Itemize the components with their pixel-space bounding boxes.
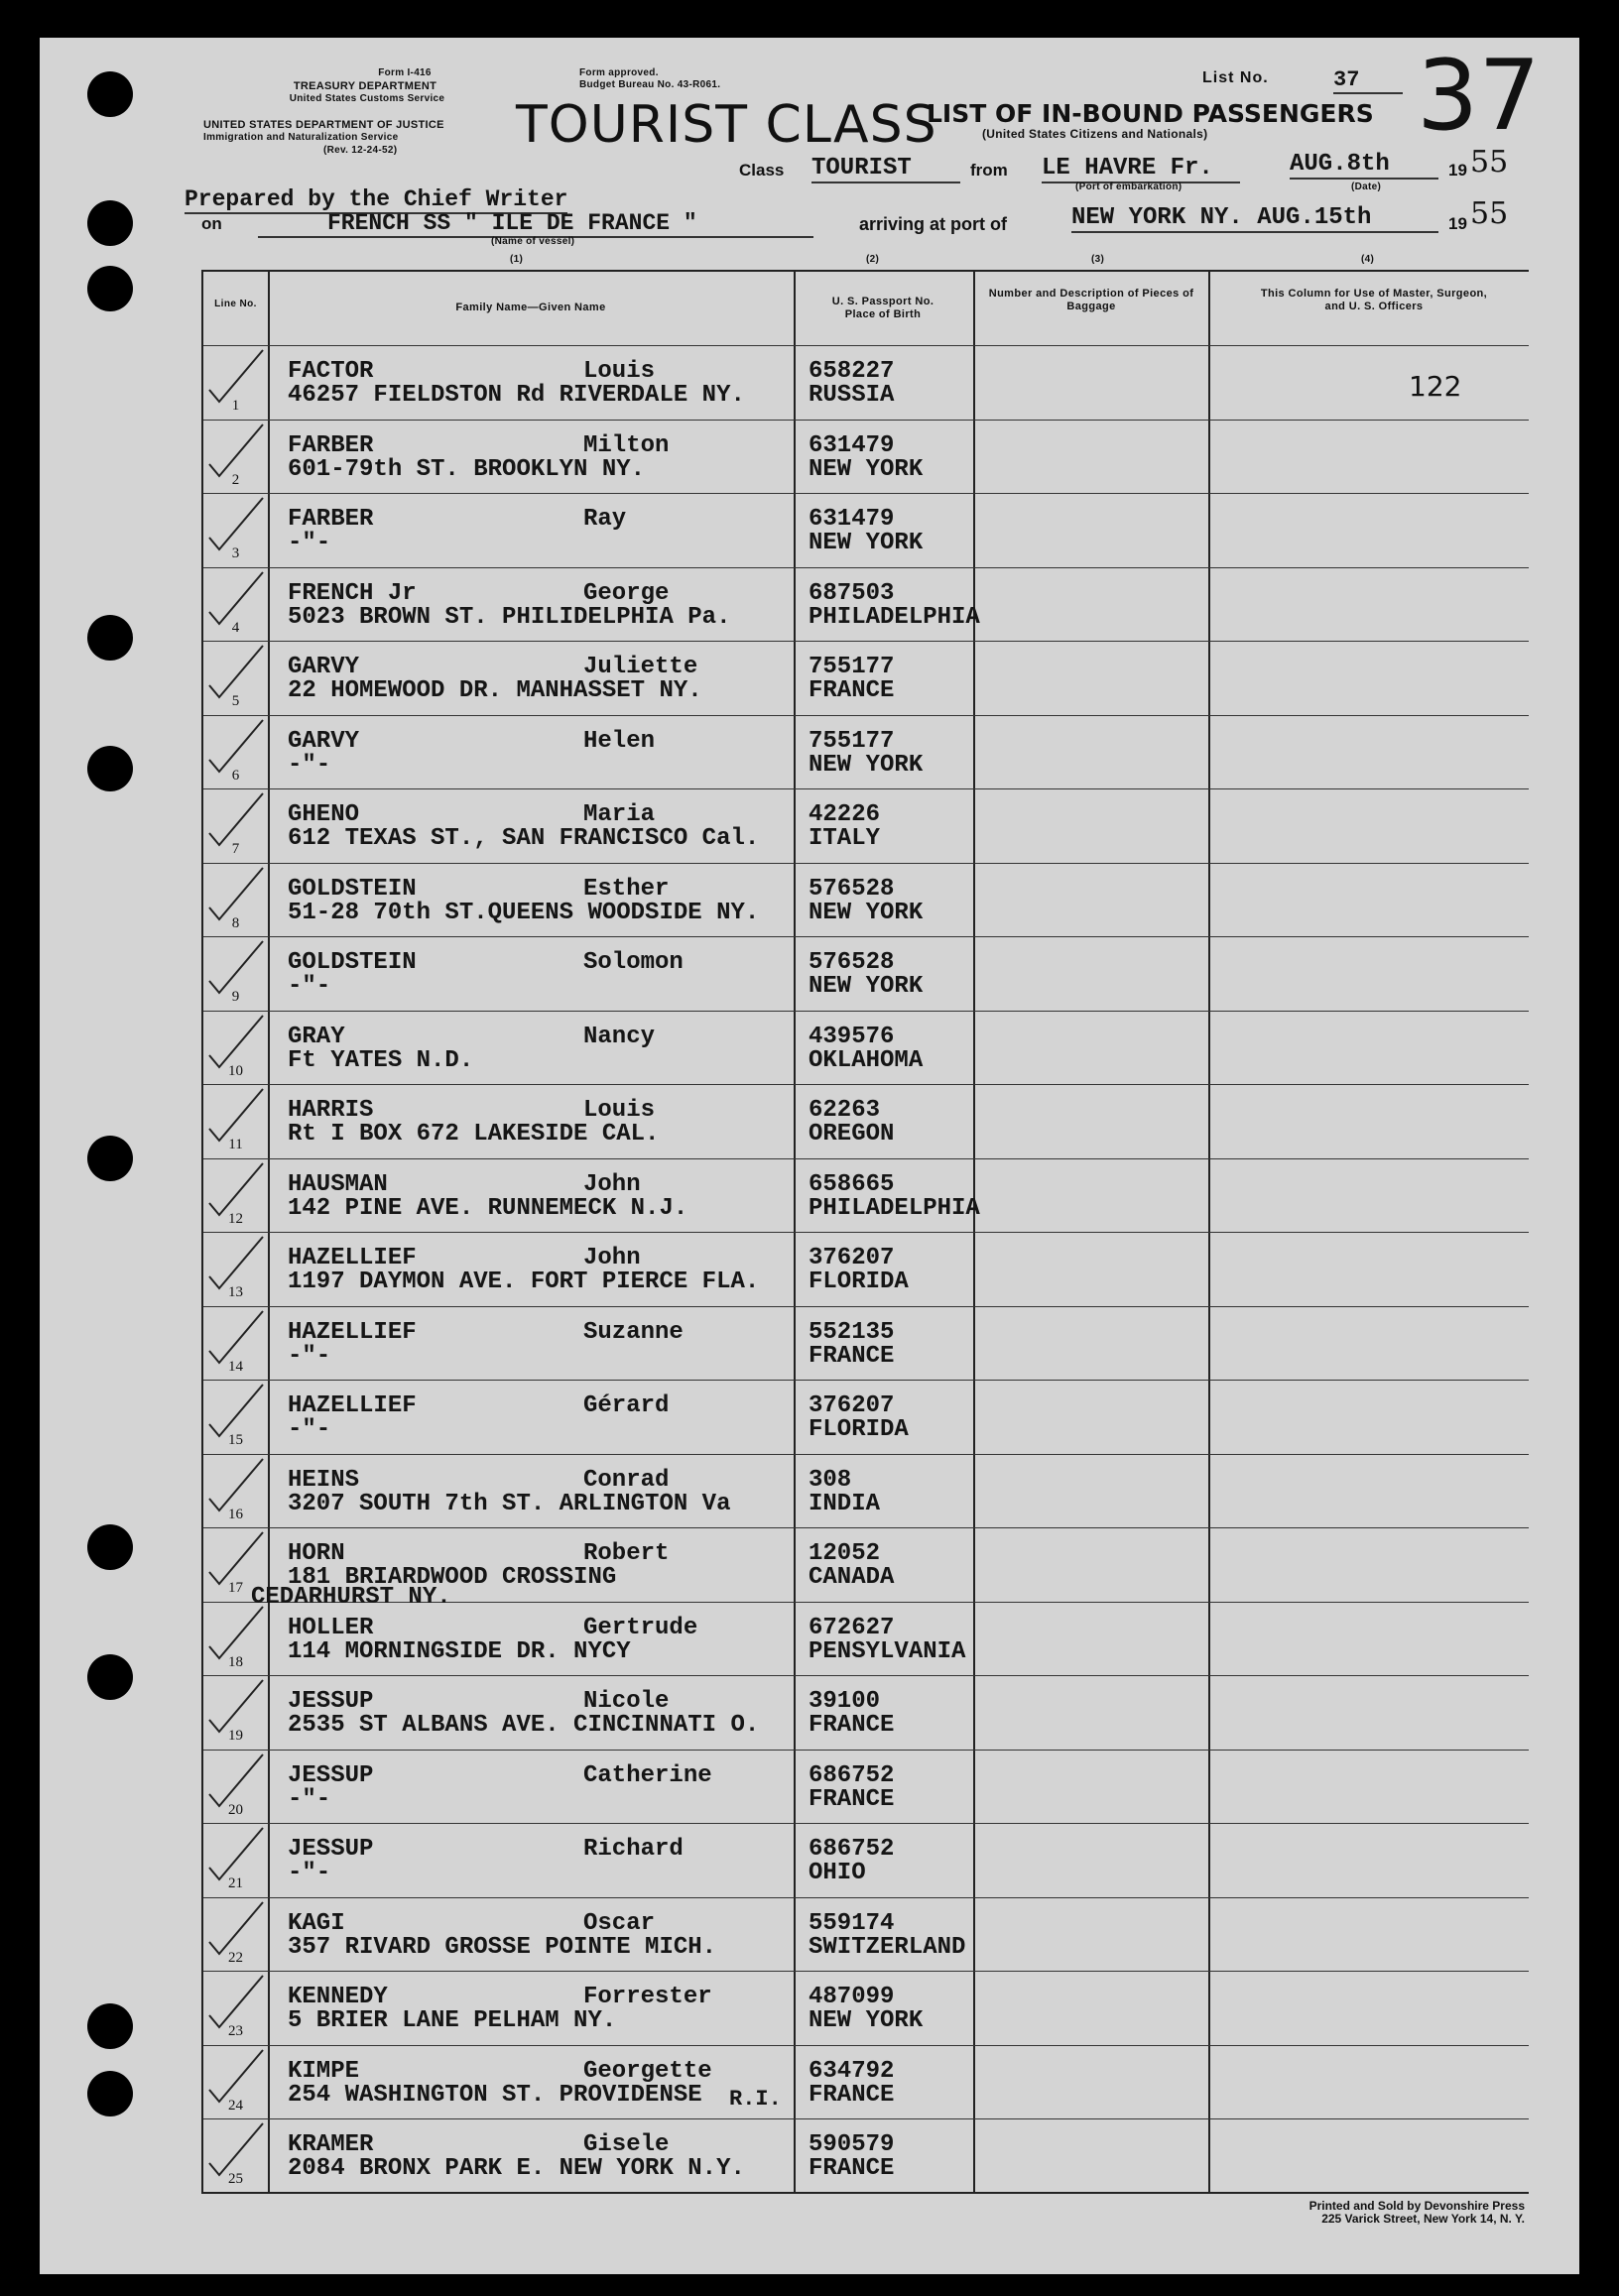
table-row — [203, 1602, 1529, 1677]
address: 612 TEXAS ST., SAN FRANCISCO Cal. — [288, 825, 760, 852]
place-of-birth: PENSYLVANIA — [809, 1637, 966, 1665]
table-row — [203, 493, 1529, 568]
given-name: Helen — [583, 727, 656, 755]
family-name: FARBER — [288, 431, 374, 459]
passport-number: 42226 — [809, 801, 881, 828]
check-mark-icon — [205, 1737, 265, 1811]
address: 357 RIVARD GROSSE POINTE MICH. — [288, 1933, 717, 1961]
passport-number: 376207 — [809, 1392, 895, 1419]
line-number: 23 — [228, 2023, 243, 2039]
header-baggage: Number and Description of Pieces of Baggage — [988, 288, 1194, 312]
table-row — [203, 1380, 1529, 1455]
col-num-1: (1) — [510, 254, 524, 265]
binder-hole — [87, 266, 133, 311]
check-mark-icon — [205, 702, 265, 777]
place-of-birth: FRANCE — [809, 2081, 895, 2109]
table-row — [203, 1306, 1529, 1382]
col-num-4: (4) — [1361, 254, 1375, 265]
binder-hole — [87, 1524, 133, 1570]
check-mark-icon — [205, 1514, 265, 1589]
table-row — [203, 1971, 1529, 2046]
address: -"- — [288, 1860, 331, 1886]
address: -"- — [288, 973, 331, 1000]
table-row — [203, 420, 1529, 495]
line-number: 21 — [228, 1875, 243, 1891]
given-name: Conrad — [583, 1466, 670, 1494]
check-mark-icon — [205, 1441, 265, 1515]
check-mark-icon — [205, 1958, 265, 2032]
address: 5 BRIER LANE PELHAM NY. — [288, 2007, 617, 2034]
check-mark-icon — [205, 998, 265, 1072]
address: 181 BRIARDWOOD CROSSING — [288, 1564, 617, 1591]
place-of-birth: NEW YORK — [809, 2007, 924, 2034]
printer-footer-1: Printed and Sold by Devonshire Press — [1308, 2199, 1525, 2213]
check-mark-icon — [205, 1146, 265, 1220]
line-number: 1 — [231, 398, 240, 414]
table-row — [203, 1823, 1529, 1898]
passport-number: 634792 — [809, 2057, 895, 2085]
table-row — [203, 345, 1529, 421]
binder-hole — [87, 615, 133, 661]
form-approved: Form approved. — [579, 67, 659, 78]
line-number: 13 — [228, 1284, 243, 1300]
place-of-birth: FRANCE — [809, 677, 895, 704]
check-mark-icon — [205, 1071, 265, 1146]
given-name: Gertrude — [583, 1614, 698, 1641]
given-name: Forrester — [583, 1984, 712, 2010]
passport-number: 755177 — [809, 727, 895, 755]
address: 142 PINE AVE. RUNNEMECK N.J. — [288, 1194, 688, 1222]
place-of-birth: ITALY — [809, 825, 881, 852]
on-label: on — [201, 214, 222, 233]
treasury-dept: TREASURY DEPARTMENT — [293, 80, 437, 92]
given-name: John — [583, 1170, 641, 1198]
line-number: 6 — [231, 767, 240, 784]
table-row — [203, 567, 1529, 643]
address: 254 WASHINGTON ST. PROVIDENSE — [288, 2081, 702, 2109]
address: -"- — [288, 1785, 331, 1813]
check-mark-icon — [205, 1662, 265, 1737]
departure-date: AUG.8th — [1290, 151, 1438, 180]
passport-number: 631479 — [809, 431, 895, 459]
address: 5023 BROWN ST. PHILIDELPHIA Pa. — [288, 603, 731, 631]
passport-number: 552135 — [809, 1318, 895, 1346]
list-no-typed: 37 — [1333, 67, 1403, 94]
given-name: John — [583, 1245, 641, 1271]
date-caption: (Date) — [1351, 181, 1382, 192]
check-mark-icon — [205, 480, 265, 554]
address: -"- — [288, 1342, 331, 1370]
list-no-label: List No. — [1202, 69, 1269, 86]
arriving-label: arriving at port of — [859, 214, 1008, 234]
address: 601-79th ST. BROOKLYN NY. — [288, 455, 646, 483]
binder-hole — [87, 2071, 133, 2116]
family-name: HAUSMAN — [288, 1170, 388, 1198]
given-name: Georgette — [583, 2057, 712, 2085]
family-name: FARBER — [288, 506, 374, 533]
address: 2084 BRONX PARK E. NEW YORK N.Y. — [288, 2155, 745, 2182]
line-number: 12 — [228, 1210, 243, 1227]
binder-hole — [87, 1136, 133, 1181]
line-number: 14 — [228, 1358, 243, 1375]
place-of-birth: SWITZERLAND — [809, 1933, 966, 1961]
passport-number: 559174 — [809, 1909, 895, 1937]
line-number: 18 — [228, 1653, 243, 1670]
place-of-birth: FLORIDA — [809, 1269, 909, 1295]
check-mark-icon — [205, 554, 265, 629]
year-value: 55 — [1470, 145, 1509, 180]
check-mark-icon — [205, 407, 265, 481]
line-number: 20 — [228, 1801, 243, 1818]
place-of-birth: NEW YORK — [809, 530, 924, 556]
given-name: Nancy — [583, 1023, 656, 1050]
header-officers: This Column for Use of Master, Surgeon, and U. S. Officers — [1260, 288, 1488, 312]
place-of-birth: OREGON — [809, 1121, 895, 1148]
class-value: TOURIST — [811, 155, 960, 183]
prepared-by: Prepared by the Chief Writer — [185, 186, 568, 212]
check-mark-icon — [205, 1367, 265, 1441]
year-prefix: 19 — [1448, 161, 1467, 180]
col-num-3: (3) — [1091, 254, 1105, 265]
address: 3207 SOUTH 7th ST. ARLINGTON Va — [288, 1490, 731, 1517]
given-name: George — [583, 579, 670, 607]
place-of-birth: NEW YORK — [809, 899, 924, 926]
horn-address-extra: CEDARHURST NY. — [251, 1584, 451, 1611]
address: 51-28 70th ST.QUEENS WOODSIDE NY. — [288, 899, 760, 926]
passport-number: 39100 — [809, 1688, 881, 1715]
check-mark-icon — [205, 2106, 265, 2180]
address: 22 HOMEWOOD DR. MANHASSET NY. — [288, 677, 702, 704]
revision-date: (Rev. 12-24-52) — [323, 145, 398, 156]
passport-number: 686752 — [809, 1761, 895, 1789]
passport-number: 576528 — [809, 875, 895, 903]
table-row — [203, 788, 1529, 864]
family-name: HAZELLIEF — [288, 1392, 417, 1419]
line-number: 15 — [228, 1432, 243, 1448]
port-caption: (Port of embarkation) — [1075, 181, 1183, 192]
place-of-birth: NEW YORK — [809, 973, 924, 1000]
address: -"- — [288, 751, 331, 779]
given-name: Solomon — [583, 949, 684, 976]
family-name: JESSUP — [288, 1688, 374, 1715]
vessel-caption: (Name of vessel) — [491, 236, 575, 247]
passport-number: 590579 — [809, 2131, 895, 2158]
passport-number: 376207 — [809, 1245, 895, 1271]
family-name: JESSUP — [288, 1836, 374, 1863]
line-number: 2 — [231, 471, 240, 488]
given-name: Maria — [583, 801, 656, 828]
given-name: Richard — [583, 1836, 684, 1863]
given-name: Gisele — [583, 2131, 670, 2158]
address: 114 MORNINGSIDE DR. NYCY — [288, 1637, 631, 1665]
passport-number: 576528 — [809, 949, 895, 976]
line-number: 3 — [231, 545, 240, 561]
given-name: Robert — [583, 1540, 670, 1567]
check-mark-icon — [205, 332, 265, 407]
given-name: Louis — [583, 358, 656, 385]
check-mark-icon — [205, 1884, 265, 1959]
family-name: KENNEDY — [288, 1984, 388, 2010]
line-number: 9 — [231, 989, 240, 1005]
given-name: Louis — [583, 1097, 656, 1124]
kimpe-address-extra: R.I. — [729, 2087, 782, 2112]
ins-service: Immigration and Naturalization Service — [203, 132, 399, 143]
check-mark-icon — [205, 850, 265, 924]
table-row — [203, 1454, 1529, 1529]
header-line-no: Line No. — [214, 299, 257, 309]
address: Rt I BOX 672 LAKESIDE CAL. — [288, 1121, 660, 1148]
family-name: GOLDSTEIN — [288, 875, 417, 903]
place-of-birth: FRANCE — [809, 1785, 895, 1813]
line-number: 25 — [228, 2171, 243, 2187]
family-name: KIMPE — [288, 2057, 360, 2085]
table-row — [203, 1084, 1529, 1159]
passport-number: 686752 — [809, 1836, 895, 1863]
table-row — [203, 2045, 1529, 2120]
line-number: 4 — [231, 619, 240, 636]
from-value: LE HAVRE Fr. — [1042, 155, 1240, 183]
passport-number: 62263 — [809, 1097, 881, 1124]
line-number: 16 — [228, 1506, 243, 1522]
arrival-year-prefix: 19 — [1448, 214, 1467, 233]
family-name: GARVY — [288, 727, 360, 755]
passport-number: 308 — [809, 1466, 852, 1494]
binder-hole — [87, 1654, 133, 1700]
family-name: HOLLER — [288, 1614, 374, 1641]
place-of-birth: FRANCE — [809, 2155, 895, 2182]
address: -"- — [288, 1416, 331, 1443]
place-of-birth: PHILADELPHIA — [809, 1194, 980, 1222]
place-of-birth: OKLAHOMA — [809, 1046, 924, 1074]
table-row — [203, 2118, 1529, 2194]
line-number: 8 — [231, 914, 240, 931]
place-of-birth: FLORIDA — [809, 1416, 909, 1443]
line-number: 5 — [231, 693, 240, 709]
passport-number: 12052 — [809, 1540, 881, 1567]
check-mark-icon — [205, 776, 265, 850]
budget-bureau: Budget Bureau No. 43-R061. — [579, 79, 721, 90]
printer-footer-2: 225 Varick Street, New York 14, N. Y. — [1321, 2212, 1525, 2226]
given-name: Juliette — [583, 654, 698, 680]
check-mark-icon — [205, 2032, 265, 2107]
given-name: Oscar — [583, 1909, 656, 1937]
family-name: HORN — [288, 1540, 345, 1567]
binder-hole — [87, 746, 133, 791]
arrival-port-date: NEW YORK NY. AUG.15th — [1071, 204, 1438, 233]
address: 46257 FIELDSTON Rd RIVERDALE NY. — [288, 382, 745, 409]
line-number: 17 — [228, 1580, 243, 1596]
address: -"- — [288, 530, 331, 556]
line-number: 11 — [228, 1137, 243, 1152]
table-row — [203, 1158, 1529, 1234]
passport-number: 755177 — [809, 654, 895, 680]
given-name: Suzanne — [583, 1318, 684, 1346]
family-name: FACTOR — [288, 358, 374, 385]
check-mark-icon — [205, 1810, 265, 1884]
place-of-birth: PHILADELPHIA — [809, 603, 980, 631]
place-of-birth: FRANCE — [809, 1342, 895, 1370]
given-name: Nicole — [583, 1688, 670, 1715]
family-name: GHENO — [288, 801, 360, 828]
address: Ft YATES N.D. — [288, 1046, 474, 1074]
officer-note: 122 — [1409, 370, 1462, 403]
binder-hole — [87, 71, 133, 117]
check-mark-icon — [205, 1293, 265, 1368]
class-label: Class — [739, 161, 785, 180]
passport-number: 658227 — [809, 358, 895, 385]
arrival-year: 55 — [1470, 196, 1509, 231]
place-of-birth: CANADA — [809, 1564, 895, 1591]
family-name: HAZELLIEF — [288, 1245, 417, 1271]
passenger-table — [201, 270, 1529, 2194]
table-row — [203, 1750, 1529, 1825]
place-of-birth: OHIO — [809, 1860, 866, 1886]
place-of-birth: NEW YORK — [809, 751, 924, 779]
family-name: KRAMER — [288, 2131, 374, 2158]
header-name: Family Name—Given Name — [455, 302, 606, 313]
check-mark-icon — [205, 1219, 265, 1293]
customs-service: United States Customs Service — [289, 93, 445, 104]
from-label: from — [970, 161, 1008, 180]
line-number: 10 — [228, 1062, 243, 1079]
passport-number: 487099 — [809, 1984, 895, 2010]
table-row — [203, 715, 1529, 790]
line-number: 22 — [228, 1949, 243, 1966]
family-name: GRAY — [288, 1023, 345, 1050]
list-title: LIST OF IN-BOUND PASSENGERS — [927, 99, 1374, 128]
list-subtitle: (United States Citizens and Nationals) — [982, 127, 1208, 141]
form-number: Form I-416 — [378, 67, 432, 78]
tourist-class-stamp: TOURIST CLASS — [516, 95, 937, 155]
line-number: 24 — [228, 2097, 243, 2114]
given-name: Catherine — [583, 1761, 712, 1789]
binder-hole — [87, 200, 133, 246]
table-row — [203, 936, 1529, 1012]
col-num-2: (2) — [866, 254, 880, 265]
check-mark-icon — [205, 628, 265, 702]
header-passport: U. S. Passport No. Place of Birth — [831, 296, 934, 320]
justice-dept: UNITED STATES DEPARTMENT OF JUSTICE — [203, 119, 444, 131]
passport-number: 672627 — [809, 1614, 895, 1641]
line-number: 7 — [231, 841, 240, 857]
list-no-handwritten: 37 — [1417, 40, 1541, 153]
place-of-birth: RUSSIA — [809, 382, 895, 409]
passport-number: 658665 — [809, 1170, 895, 1198]
address: 2535 ST ALBANS AVE. CINCINNATI O. — [288, 1712, 760, 1739]
table-row — [203, 1011, 1529, 1086]
table-row — [203, 1675, 1529, 1751]
given-name: Milton — [583, 431, 670, 459]
family-name: HAZELLIEF — [288, 1318, 417, 1346]
family-name: GOLDSTEIN — [288, 949, 417, 976]
family-name: GARVY — [288, 654, 360, 680]
place-of-birth: FRANCE — [809, 1712, 895, 1739]
family-name: FRENCH Jr — [288, 579, 417, 607]
passport-number: 687503 — [809, 579, 895, 607]
binder-hole — [87, 2003, 133, 2049]
line-number: 19 — [228, 1728, 243, 1744]
vessel-name: FRENCH SS " ILE DE FRANCE " — [258, 210, 813, 238]
passport-number: 439576 — [809, 1023, 895, 1050]
check-mark-icon — [205, 923, 265, 998]
passport-number: 631479 — [809, 506, 895, 533]
family-name: HEINS — [288, 1466, 360, 1494]
given-name: Ray — [583, 506, 627, 533]
family-name: HARRIS — [288, 1097, 374, 1124]
family-name: JESSUP — [288, 1761, 374, 1789]
family-name: KAGI — [288, 1909, 345, 1937]
given-name: Gérard — [583, 1392, 670, 1419]
table-row — [203, 863, 1529, 938]
table-row — [203, 1897, 1529, 1973]
table-row — [203, 641, 1529, 716]
table-row — [203, 1232, 1529, 1307]
address: 1197 DAYMON AVE. FORT PIERCE FLA. — [288, 1269, 760, 1295]
given-name: Esther — [583, 875, 670, 903]
place-of-birth: INDIA — [809, 1490, 881, 1517]
place-of-birth: NEW YORK — [809, 455, 924, 483]
